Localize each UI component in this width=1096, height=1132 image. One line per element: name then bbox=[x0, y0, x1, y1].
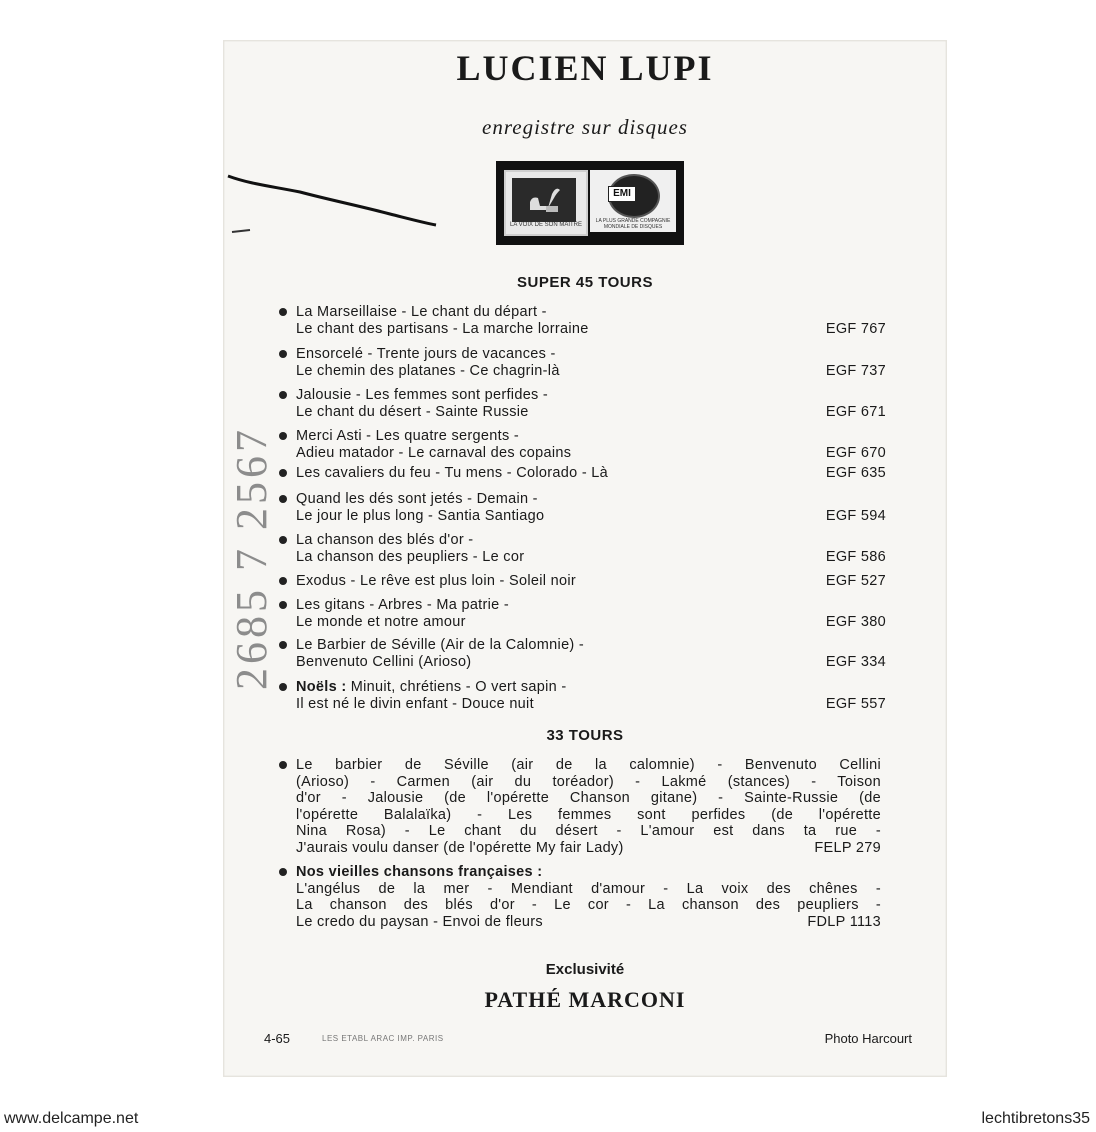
track-line: La chanson des blés d'or - bbox=[296, 532, 474, 548]
super45-heading: SUPER 45 TOURS bbox=[517, 274, 653, 291]
track-line: La chanson des blés d'or - Le cor - La chanson des peupliers - bbox=[296, 897, 881, 913]
artist-title: LUCIEN LUPI bbox=[456, 48, 714, 88]
catalog-number: EGF 737 bbox=[825, 362, 886, 379]
catalog-number: EGF 767 bbox=[825, 320, 886, 337]
track-line: l'opérette Balalaïka) - Les femmes sont perfides (de l'opérette bbox=[296, 806, 881, 823]
printer-credit: LES ETABL ARAC IMP. PARIS bbox=[322, 1034, 444, 1043]
track-line: Le barbier de Séville (air de la calomnie) - Benvenuto Cellini bbox=[296, 757, 881, 773]
track-line: Minuit, chrétiens - O vert sapin - bbox=[346, 679, 567, 695]
emi-label: EMI bbox=[608, 186, 636, 202]
catalog-number: EGF 594 bbox=[825, 507, 886, 524]
catalog-number: EGF 635 bbox=[825, 465, 886, 481]
catalog-number: FELP 279 bbox=[806, 840, 881, 857]
track-line: Les cavaliers du feu - Tu mens - Colorado - Là bbox=[296, 465, 608, 481]
tours33-heading: 33 TOURS bbox=[546, 727, 624, 744]
catalog-number: EGF 586 bbox=[825, 548, 886, 565]
watermark-left: www.delcampe.net bbox=[4, 1110, 139, 1127]
entry-lead: Noëls : bbox=[296, 679, 347, 695]
watermark-right: lechtibretons35 bbox=[981, 1110, 1090, 1127]
track-line: Le Barbier de Séville (Air de la Calomnie) - bbox=[296, 637, 585, 653]
exclusivity-label: Exclusivité bbox=[545, 961, 625, 978]
track-line: Le monde et notre amour bbox=[296, 613, 466, 630]
photo-credit: Photo Harcourt bbox=[824, 1031, 912, 1046]
catalog-number: FDLP 1113 bbox=[799, 914, 881, 931]
track-line: Nina Rosa) - Le chant du désert - L'amour est dans ta rue - bbox=[296, 823, 881, 839]
track-line: Le chant du désert - Sainte Russie bbox=[296, 403, 529, 420]
track-line: Adieu matador - Le carnaval des copains bbox=[296, 444, 572, 461]
track-line: d'or - Jalousie (de l'opérette Chanson gitane) - Sainte-Russie (de bbox=[296, 790, 881, 806]
subtitle: enregistre sur disques bbox=[482, 115, 688, 139]
catalog-number: EGF 670 bbox=[825, 444, 886, 461]
catalog-number: EGF 527 bbox=[825, 573, 886, 589]
track-line: Le credo du paysan - Envoi de fleurs bbox=[296, 913, 543, 930]
track-line: Le chemin des platanes - Ce chagrin-là bbox=[296, 362, 560, 379]
track-line: Jalousie - Les femmes sont perfides - bbox=[296, 387, 549, 403]
track-line: L'angélus de la mer - Mendiant d'amour - La voix des chênes - bbox=[296, 880, 881, 897]
track-line: Le chant des partisans - La marche lorraine bbox=[296, 320, 589, 337]
track-line: Quand les dés sont jetés - Demain - bbox=[296, 491, 538, 507]
print-date: 4-65 bbox=[264, 1031, 291, 1046]
track-line: Exodus - Le rêve est plus loin - Soleil noir bbox=[296, 573, 576, 589]
catalog-number: EGF 671 bbox=[825, 403, 886, 420]
track-line: La Marseillaise - Le chant du départ - bbox=[296, 304, 547, 320]
hmv-caption: LA VOIX DE SON MAITRE bbox=[509, 222, 583, 228]
track-line: Il est né le divin enfant - Douce nuit bbox=[296, 695, 534, 712]
catalog-number: EGF 334 bbox=[825, 653, 886, 670]
track-line: J'aurais voulu danser (de l'opérette My fair Lady) bbox=[296, 839, 624, 856]
pencil-annotation: 2685 7 2567 bbox=[227, 426, 276, 690]
track-line: Merci Asti - Les quatre sergents - bbox=[296, 428, 519, 444]
track-line: Benvenuto Cellini (Arioso) bbox=[296, 653, 472, 670]
track-line: (Arioso) - Carmen (air du toréador) - Lakmé (stances) - Toison bbox=[296, 773, 881, 790]
catalog-number: EGF 380 bbox=[825, 613, 886, 630]
emi-caption: LA PLUS GRANDE COMPAGNIE MONDIALE DE DISQUES bbox=[595, 218, 671, 230]
track-line: Les gitans - Arbres - Ma patrie - bbox=[296, 597, 509, 613]
track-line: Ensorcelé - Trente jours de vacances - bbox=[296, 346, 556, 362]
pathe-marconi-label: PATHÉ MARCONI bbox=[484, 987, 686, 1012]
catalog-number: EGF 557 bbox=[825, 695, 886, 712]
track-line: La chanson des peupliers - Le cor bbox=[296, 548, 525, 565]
entry-lead: Nos vieilles chansons françaises : bbox=[296, 864, 543, 880]
track-line: Le jour le plus long - Santia Santiago bbox=[296, 507, 545, 524]
